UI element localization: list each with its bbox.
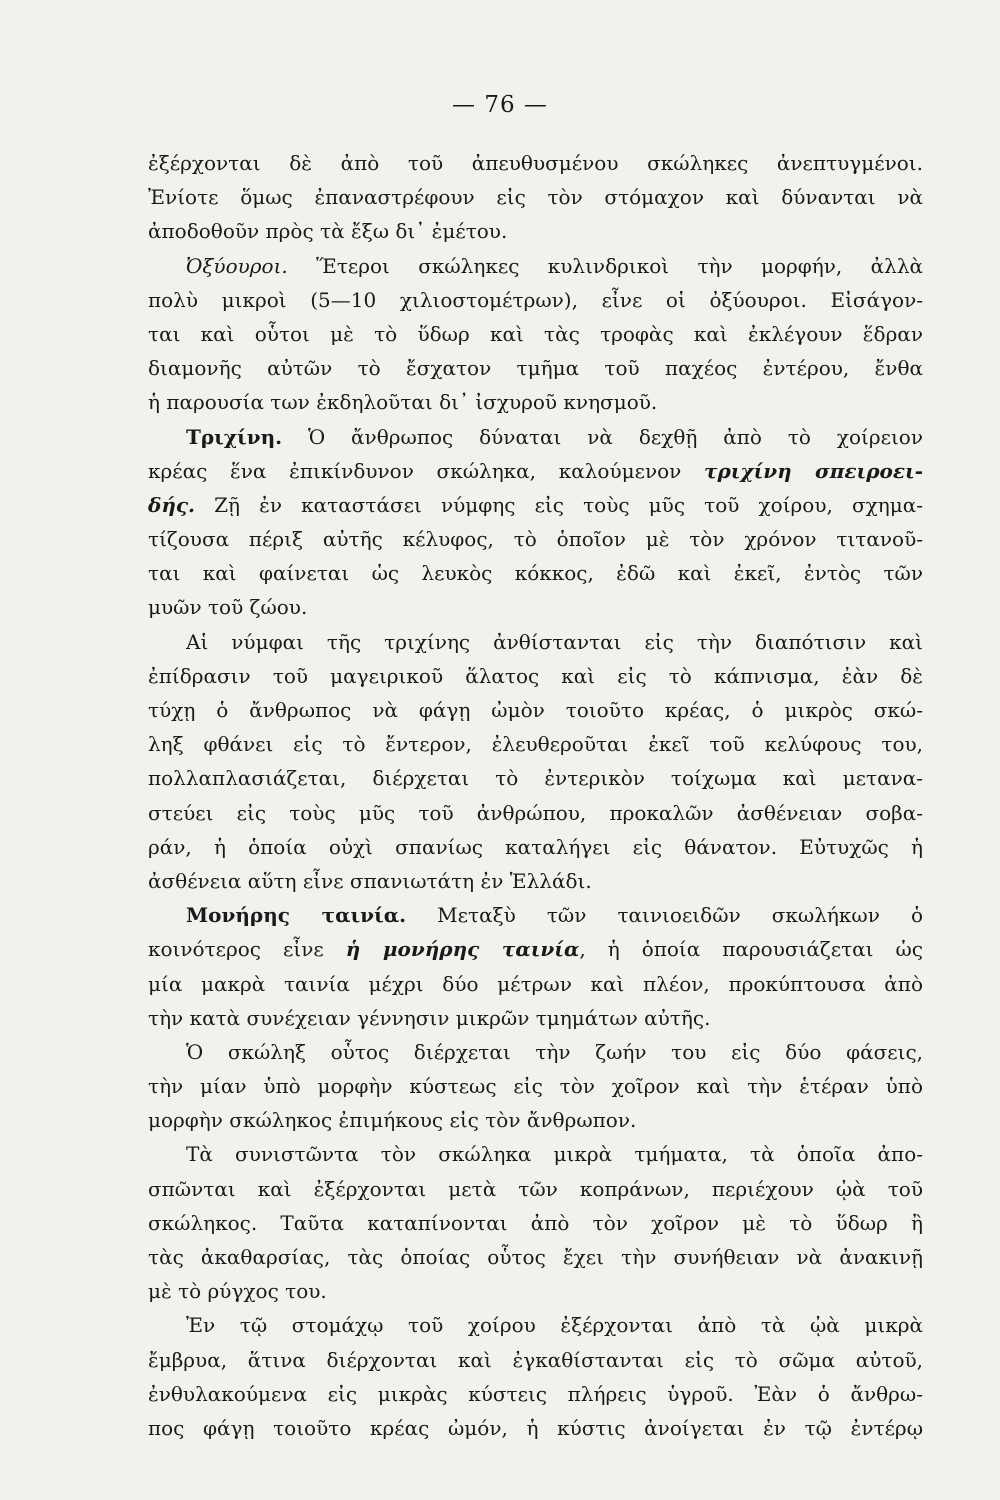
text-segment: μία μακρὰ ταινία μέχρι δύο μέτρων καὶ πλέον, προκύπτουσα ἀπὸ — [148, 971, 923, 996]
text-segment: ται καὶ οὗτοι μὲ τὸ ὕδωρ καὶ τὰς τροφὰς καὶ ἐκλέγουν ἕδραν — [148, 321, 923, 346]
text-line — [148, 830, 923, 864]
text-segment: ἐξέρχονται δὲ ἀπὸ τοῦ ἀπευθυσμένου σκώληκες ἀνεπτυγμένοι. — [148, 151, 923, 175]
text-line — [148, 1172, 923, 1206]
text-segment: Ἐν τῷ στομάχῳ τοῦ χοίρου ἐξέρχονται ἀπὸ τὰ ᾠὰ μικρὰ — [186, 1313, 923, 1338]
text-segment: Ἐνίοτε ὅμως ἐπαναστρέφουν εἰς τὸν στόμαχον καὶ δύνανται νὰ — [148, 185, 923, 210]
text-line — [148, 1137, 923, 1171]
text-segment: τὴν κατὰ συνέχειαν γέννησιν μικρῶν τμημάτων αὐτῆς. — [148, 1005, 711, 1030]
emphasized-text: Μονήρης ταινία. — [186, 903, 407, 928]
text-line — [148, 385, 923, 419]
text-line — [148, 454, 923, 488]
text-line — [148, 727, 923, 761]
text-line — [148, 420, 923, 454]
text-segment: τὰς ἀκαθαρσίας, τὰς ὁποίας οὗτος ἔχει τὴν συνήθειαν νὰ ἀνακινῇ — [148, 1245, 923, 1269]
text-segment: Ὁ ἄνθρωπος δύναται νὰ δεχθῇ ἀπὸ τὸ χοίρειον — [282, 424, 923, 449]
emphasized-text: Τριχίνη. — [186, 424, 283, 449]
text-segment: , ἡ ὁποία παρουσιάζεται ὡς — [579, 937, 923, 962]
text-line — [148, 488, 923, 522]
text-segment: Τὰ συνιστῶντα τὸν σκώληκα μικρὰ τμήματα, τὰ ὁποῖα ἀπο- — [186, 1142, 923, 1167]
text-line — [148, 283, 923, 317]
text-segment: κοινότερος εἶνε — [148, 937, 346, 962]
text-line — [148, 625, 923, 659]
text-line — [148, 590, 923, 624]
text-segment: σπῶνται καὶ ἐξέρχονται μετὰ τῶν κοπράνων, περιέχουν ᾠὰ τοῦ — [148, 1176, 923, 1201]
text-line — [148, 1001, 923, 1035]
text-line — [148, 1411, 923, 1445]
text-line — [148, 967, 923, 1001]
text-line — [148, 1343, 923, 1377]
text-line — [148, 796, 923, 830]
text-segment: ἔμβρυα, ἅτινα διέρχονται καὶ ἐγκαθίστανται εἰς τὸ σῶμα αὐτοῦ, — [148, 1347, 923, 1372]
text-segment: ἀσθένεια αὕτη εἶνε σπανιωτάτη ἐν Ἑλλάδι. — [148, 868, 592, 893]
text-line — [148, 351, 923, 385]
text-line — [148, 180, 923, 214]
text-segment: Μεταξὺ τῶν ταινιοειδῶν σκωλήκων ὁ — [406, 903, 923, 928]
text-segment: τίζουσα πέριξ αὐτῆς κέλυφος, τὸ ὁποῖον μὲ τὸν χρόνον τιτανοῦ- — [148, 527, 923, 552]
text-segment: μὲ τὸ ρύγχος του. — [148, 1279, 327, 1304]
text-line — [148, 864, 923, 898]
text-segment: πολλαπλασιάζεται, διέρχεται τὸ ἐντερικὸν τοίχωμα καὶ μετανα- — [148, 766, 923, 791]
text-line — [148, 659, 923, 693]
text-segment: πος φάγῃ τοιοῦτο κρέας ὠμόν, ἡ κύστις ἀνοίγεται ἐν τῷ ἐντέρῳ — [148, 1415, 923, 1440]
text-segment: μορφὴν σκώληκος ἐπιμήκους εἰς τὸν ἄνθρωπον. — [148, 1108, 637, 1133]
text-line — [148, 146, 923, 180]
body-text — [148, 146, 923, 1445]
text-line — [148, 693, 923, 727]
text-segment: ἀποδοθοῦν πρὸς τὰ ἔξω δι᾽ ἐμέτου. — [148, 219, 508, 244]
text-line — [148, 1035, 923, 1069]
text-line — [148, 214, 923, 248]
text-line — [148, 1308, 923, 1342]
text-segment: Ζῇ ἐν καταστάσει νύμφης εἰς τοὺς μῦς τοῦ χοίρου, σχημα- — [195, 492, 923, 517]
text-segment: διαμονῆς αὐτῶν τὸ ἔσχατον τμῆμα τοῦ παχέος ἐντέρου, ἔνθα — [148, 356, 923, 381]
text-line — [148, 898, 923, 932]
text-segment: ἐπίδρασιν τοῦ μαγειρικοῦ ἅλατος καὶ εἰς τὸ κάπνισμα, ἐὰν δὲ — [148, 663, 923, 688]
text-segment: Αἱ νύμφαι τῆς τριχίνης ἀνθίστανται εἰς τὴν διαπότισιν καὶ — [186, 629, 923, 654]
text-line — [148, 1377, 923, 1411]
text-segment: στεύει εἰς τοὺς μῦς τοῦ ἀνθρώπου, προκαλῶν ἀσθένειαν σοβα- — [148, 800, 923, 825]
emphasized-text: ἡ μονήρης ταινία — [345, 937, 580, 962]
text-segment: πολὺ μικροὶ (5—10 χιλιοστομέτρων), εἶνε οἱ ὀξύουροι. Εἰσάγον- — [148, 287, 923, 312]
text-segment: ἐνθυλακούμενα εἰς μικρὰς κύστεις πλήρεις ὑγροῦ. Ἐὰν ὁ ἄνθρω- — [148, 1381, 923, 1406]
emphasized-text: τριχίνη σπειροει- — [704, 458, 923, 483]
text-segment: ἡ παρουσία των ἐκδηλοῦται δι᾽ ἰσχυροῦ κνησμοῦ. — [148, 390, 658, 415]
text-segment: κρέας ἕνα ἐπικίνδυνον σκώληκα, καλούμενον — [148, 458, 705, 483]
text-line — [148, 1069, 923, 1103]
text-line — [148, 522, 923, 556]
text-segment: σκώληκος. Ταῦτα καταπίνονται ἀπὸ τὸν χοῖρον μὲ τὸ ὕδωρ ἢ — [148, 1210, 923, 1235]
text-segment: Ἕτεροι σκώληκες κυλινδρικοὶ τὴν μορφήν, ἀλλὰ — [287, 253, 923, 278]
text-line — [148, 249, 923, 283]
text-segment: ται καὶ φαίνεται ὡς λευκὸς κόκκος, ἐδῶ καὶ ἐκεῖ, ἐντὸς τῶν — [148, 561, 923, 586]
page-number: — 76 — — [452, 92, 548, 118]
text-segment: τὴν μίαν ὑπὸ μορφὴν κύστεως εἰς τὸν χοῖρον καὶ τὴν ἑτέραν ὑπὸ — [148, 1074, 923, 1099]
text-line — [148, 317, 923, 351]
text-segment: μυῶν τοῦ ζώου. — [148, 595, 308, 620]
text-segment: ληξ φθάνει εἰς τὸ ἔντερον, ἐλευθεροῦται ἐκεῖ τοῦ κελύφους του, — [148, 732, 923, 757]
text-line — [148, 556, 923, 590]
text-line — [148, 761, 923, 795]
text-segment: τύχῃ ὁ ἄνθρωπος νὰ φάγῃ ὠμὸν τοιοῦτο κρέας, ὁ μικρὸς σκώ- — [148, 698, 923, 722]
emphasized-text: Ὀξύουροι. — [186, 253, 288, 278]
text-segment: ράν, ἡ ὁποία οὐχὶ σπανίως καταλήγει εἰς θάνατον. Εὐτυχῶς ἡ — [148, 834, 923, 859]
text-segment: Ὁ σκώληξ οὗτος διέρχεται τὴν ζωήν του εἰς δύο φάσεις, — [186, 1039, 923, 1064]
text-line — [148, 932, 923, 966]
emphasized-text: δής. — [148, 492, 196, 517]
text-line — [148, 1206, 923, 1240]
text-line — [148, 1240, 923, 1274]
text-line — [148, 1103, 923, 1137]
text-line — [148, 1274, 923, 1308]
